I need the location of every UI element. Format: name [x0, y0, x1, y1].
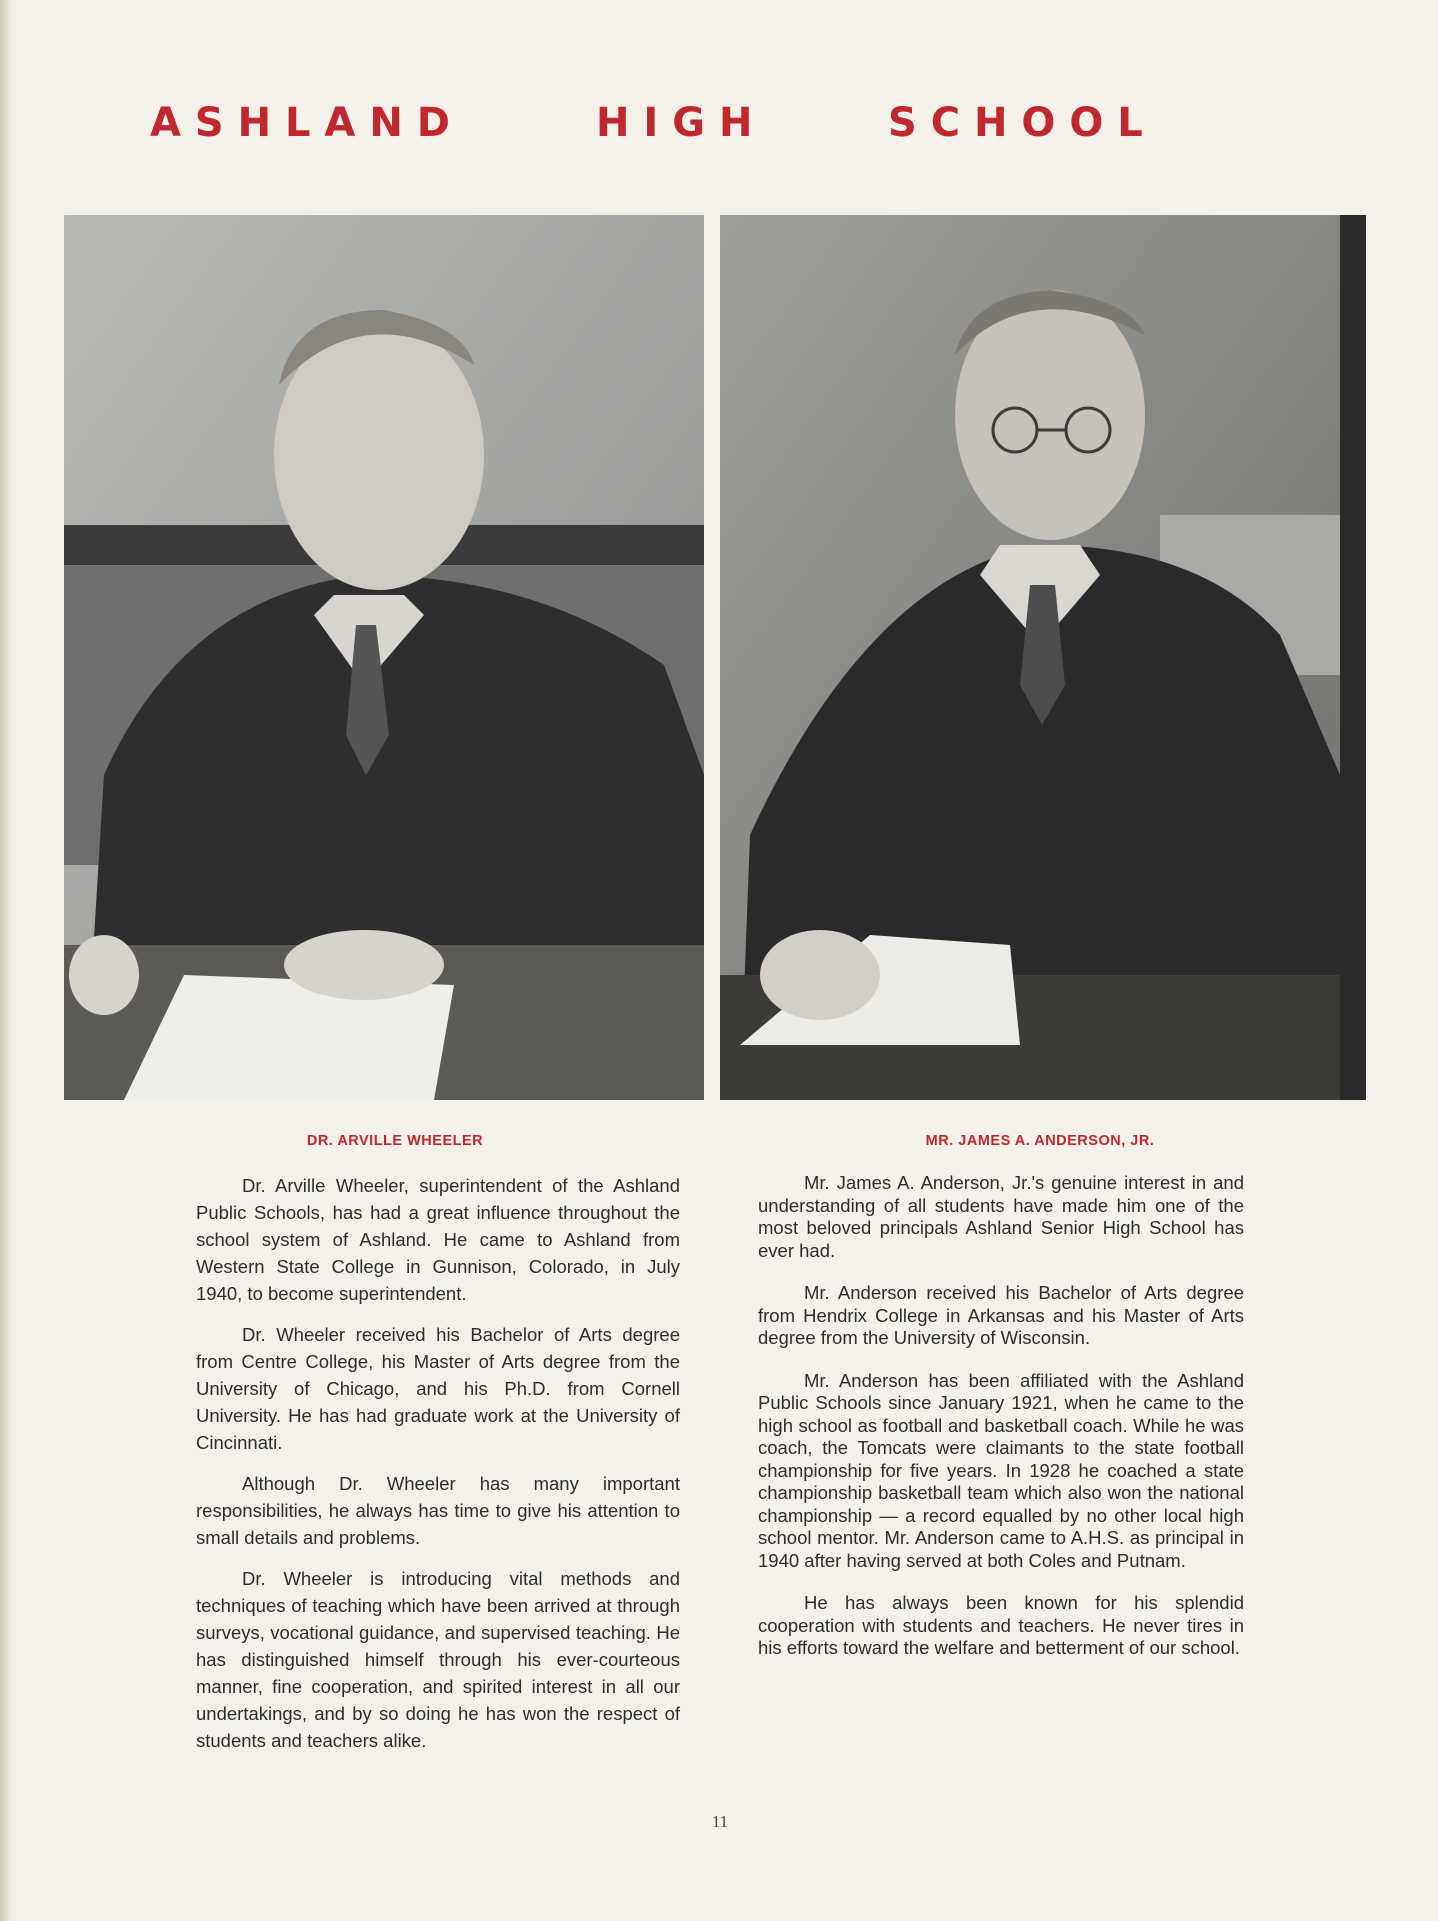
title-word-ashland: A S H L A N D: [150, 100, 450, 146]
page-binding-edge: [0, 0, 14, 1921]
paragraph: Mr. James A. Anderson, Jr.'s genuine interest in and understanding of all students have made him one of the most beloved principals Ashland Senior High School has ever had.: [758, 1172, 1244, 1261]
paragraph: Dr. Wheeler is introducing vital methods and techniques of teaching which have been arrived at through surveys, vocational guidance, and supervised teaching. He has distinguished himself through his ever-courteous manner, fine cooperation, and spirited interest in all our undertakings, and by so doing he has won the respect of students and teachers alike.: [196, 1568, 680, 1751]
paragraph: He has always been known for his splendid cooperation with students and teachers. He never tires in his efforts toward the welfare and betterment of our school.: [758, 1592, 1244, 1658]
title-word-high: H I G H: [596, 100, 753, 146]
portrait-photo-anderson: [720, 215, 1366, 1100]
paragraph: Mr. Anderson received his Bachelor of Arts degree from Hendrix College in Arkansas and his Master of Arts degree from the University of Wisconsin.: [758, 1282, 1244, 1348]
paragraph: Although Dr. Wheeler has many important responsibilities, he always has time to give his attention to small details and problems.: [196, 1473, 680, 1548]
paragraph: Dr. Wheeler received his Bachelor of Arts degree from Centre College, his Master of Arts degree from the University of Chicago, and his Ph.D. from Cornell University. He has had graduate work at the University of Cincinnati.: [196, 1324, 680, 1453]
portrait-photo-icon: [64, 215, 704, 1100]
portrait-photo-icon: [720, 215, 1366, 1100]
caption-anderson: MR. JAMES A. ANDERSON, JR.: [925, 1133, 1155, 1149]
text-column-wheeler: [196, 1172, 680, 1768]
page-number: 11: [711, 1812, 729, 1831]
caption-wheeler: DR. ARVILLE WHEELER: [306, 1133, 484, 1149]
text-column-anderson: [758, 1172, 1244, 1680]
paragraph: Mr. Anderson has been affiliated with the Ashland Public Schools since January 1921, when he came to the high school as football and basketball coach. While he was coach, the Tomcats were claimants to the state football championship for five years. In 1928 he coached a state championship basketball team which also won the national championship — a record equalled by no other local high school mentor. Mr. Anderson came to A.H.S. as principal in 1940 after having served at both Coles and Putnam.: [758, 1369, 1244, 1571]
title-word-school: S C H O O L: [888, 100, 1143, 146]
portrait-photo-wheeler: [64, 215, 704, 1100]
paragraph: Dr. Arville Wheeler, superintendent of the Ashland Public Schools, has had a great influence throughout the school system of Ashland. He came to Ashland from Western State College in Gunnison, Colorado, in July 1940, to become superintendent.: [196, 1175, 680, 1304]
